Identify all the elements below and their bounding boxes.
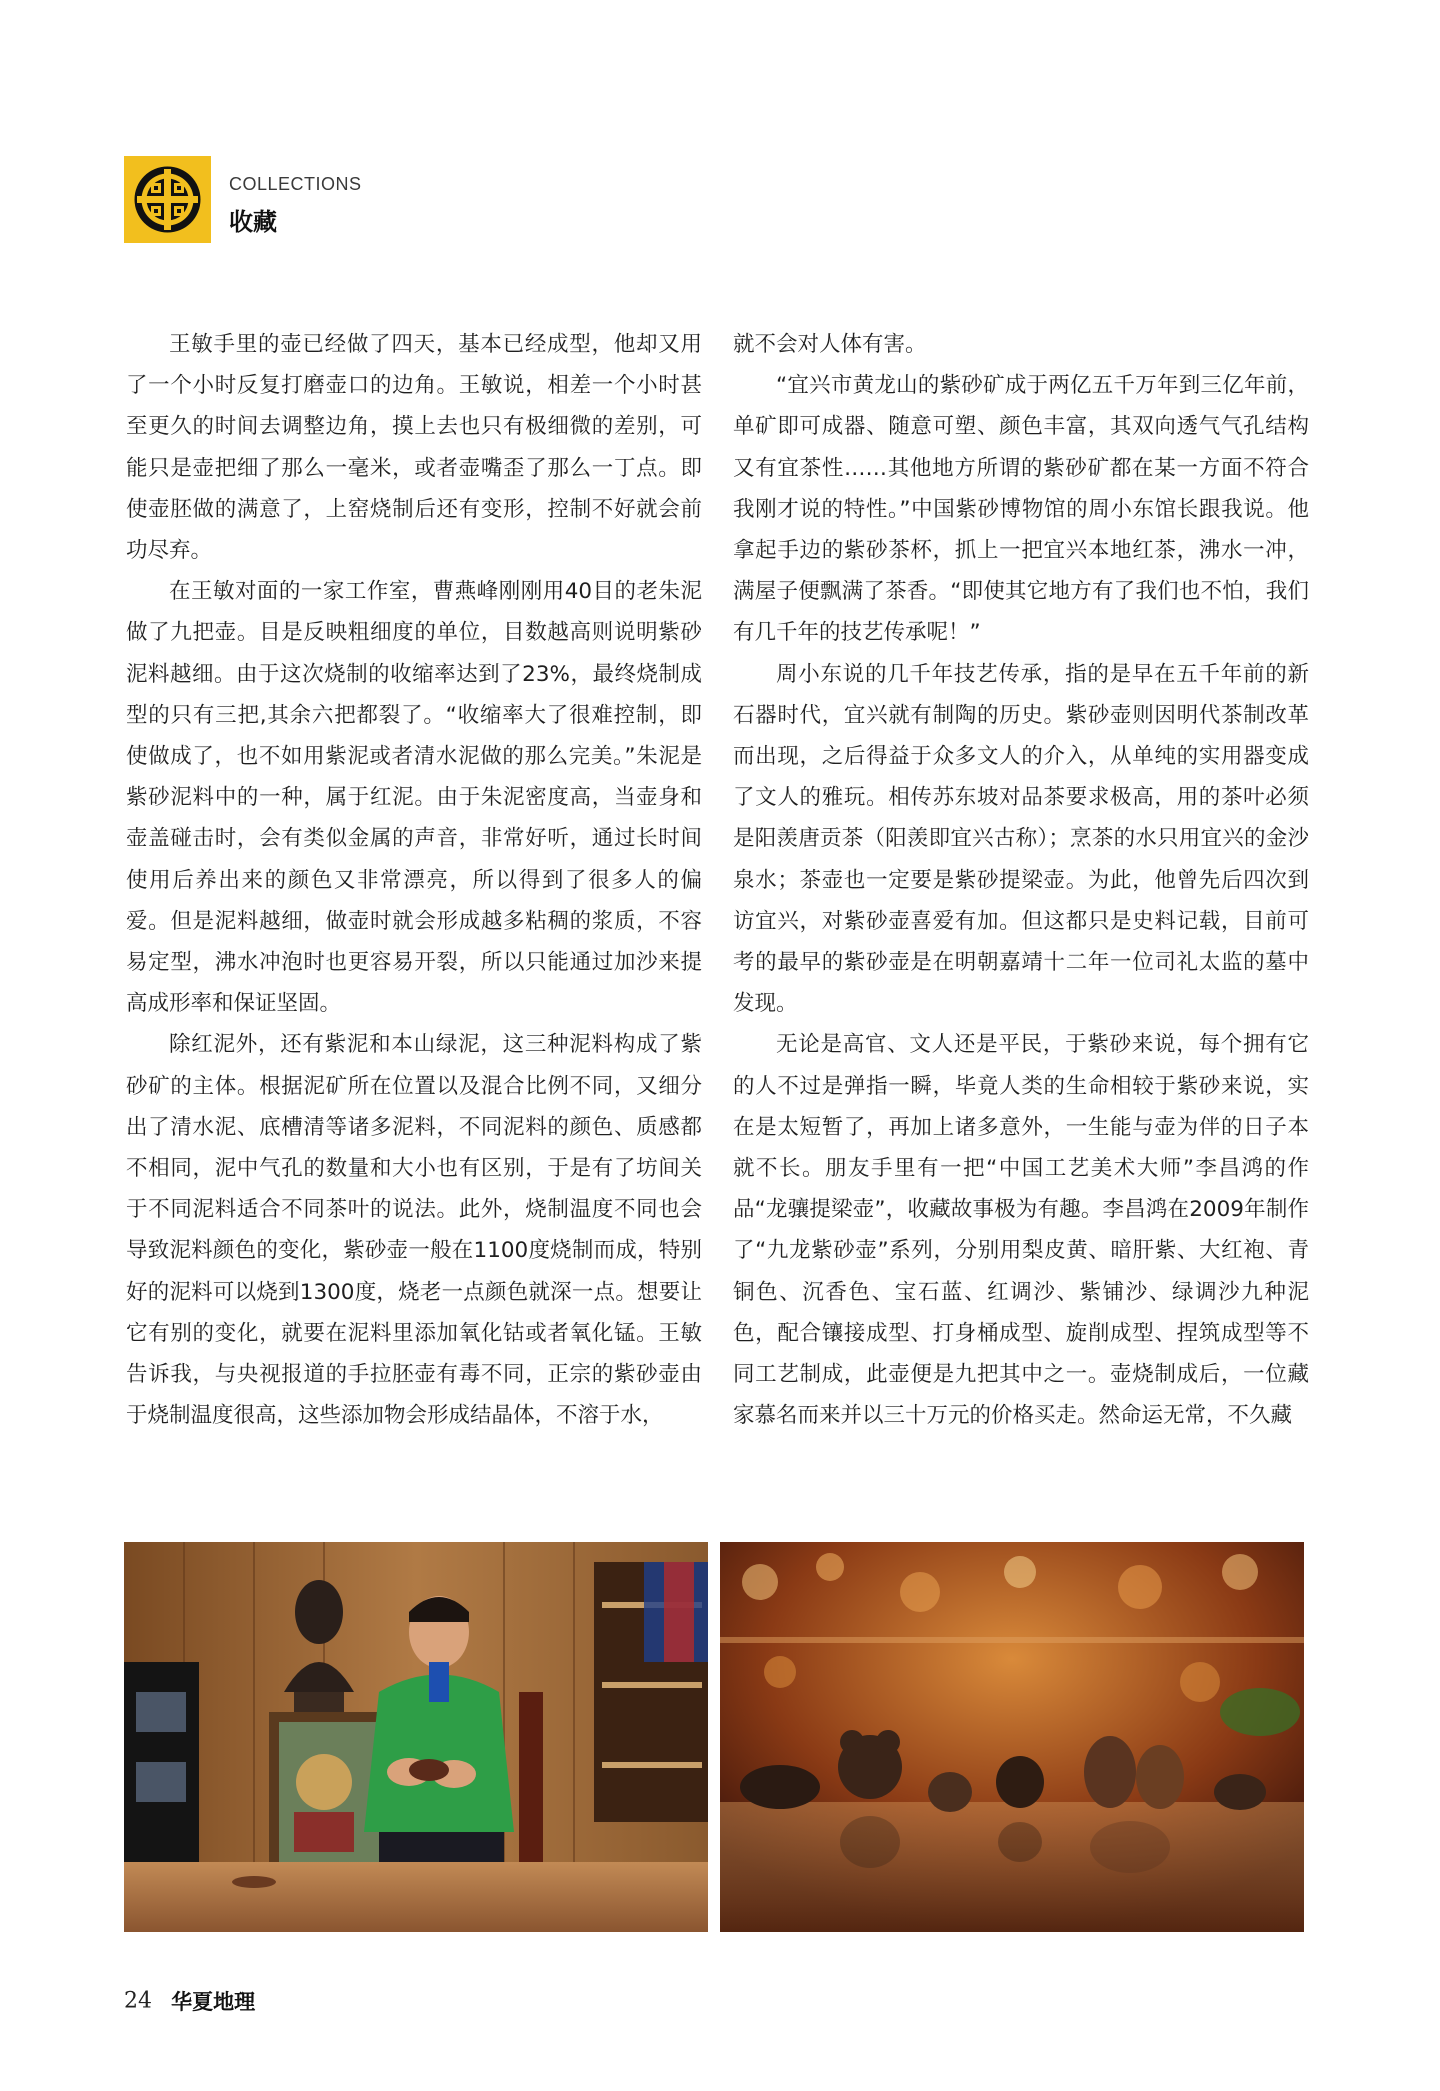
craftsman-workshop-photo — [124, 1542, 708, 1932]
paragraph: 在王敏对面的一家工作室，曹燕峰刚刚用40目的老朱泥做了九把壶。目是反映粗细度的单位，目数越高则说明紫砂泥料越细。由于这次烧制的收缩率达到了23%，最终烧制成型的只有三把,其余六把都裂了。“收缩率大了很难控制，即使做成了，也不如用紫泥或者清水泥做的那么完美。”朱泥是紫砂泥料中的一种，属于红泥。由于朱泥密度高，当壶身和壶盖碰击时，会有类似金属的声音，非常好听，通过长时间使用后养出来的颜色又非常漂亮，所以得到了很多人的偏爱。但是泥料越细，做壶时就会形成越多粘稠的浆质，不容易定型，沸水冲泡时也更容易开裂，所以只能通过加沙来提高成形率和保证坚固。 — [126, 579, 702, 1017]
paragraph: “宜兴市黄龙山的紫砂矿成于两亿五千万年到三亿年前，单矿即可成器、随意可塑、颜色丰富，其双向透气气孔结构又有宜茶性……其他地方所谓的紫砂矿都在某一方面不符合我刚才说的特性。”中国紫砂博物馆的周小东馆长跟我说。他拿起手边的紫砂茶杯，抓上一把宜兴本地红茶，沸水一冲，满屋子便飘满了茶香。“即使其它地方有了我们也不怕，我们有几千年的技艺传承呢！” — [733, 373, 1309, 646]
section-label-zh: 收藏 — [229, 208, 277, 236]
paragraph: 无论是高官、文人还是平民，于紫砂来说，每个拥有它的人不过是弹指一瞬，毕竟人类的生命相较于紫砂来说，实在是太短暂了，再加上诸多意外，一生能与壶为伴的日子本就不长。朋友手里有一把“中国工艺美术大师”李昌鸿的作品“龙骧提梁壶”，收藏故事极为有趣。李昌鸿在2009年制作了“九龙紫砂壶”系列，分别用梨皮黄、暗肝紫、大红袍、青铜色、沉香色、宝石蓝、红调沙、紫铺沙、绿调沙九种泥色，配合镶接成型、打身桶成型、旋削成型、捏筑成型等不同工艺制成，此壶便是九把其中之一。壶烧制成后，一位藏家慕名而来并以三十万元的价格买走。然命运无常，不久藏 — [733, 1032, 1309, 1429]
paragraph: 王敏手里的壶已经做了四天，基本已经成型，他却又用了一个小时反复打磨壶口的边角。王敏说，相差一个小时甚至更久的时间去调整边角，摸上去也只有极细微的差别，可能只是壶把细了那么一毫米，或者壶嘴歪了那么一丁点。即使壶胚做的满意了，上窑烧制后还有变形，控制不好就会前功尽弃。 — [126, 332, 702, 564]
paragraph: 除红泥外，还有紫泥和本山绿泥，这三种泥料构成了紫砂矿的主体。根据泥矿所在位置以及混合比例不同，又细分出了清水泥、底槽清等诸多泥料，不同泥料的颜色、质感都不相同，泥中气孔的数量和大小也有区别，于是有了坊间关于不同泥料适合不同茶叶的说法。此外，烧制温度不同也会导致泥料颜色的变化，紫砂壶一般在1100度烧制而成，特别好的泥料可以烧到1300度，烧老一点颜色就深一点。想要让它有别的变化，就要在泥料里添加氧化钴或者氧化锰。王敏告诉我，与央视报道的手拉胚壶有毒不同，正宗的紫砂壶由于烧制温度很高，这些添加物会形成结晶体，不溶于水， — [126, 1032, 702, 1429]
article-column-left — [126, 324, 702, 1436]
page-footer — [124, 1986, 255, 2016]
article-column-right — [733, 324, 1309, 1436]
paragraph: 周小东说的几千年技艺传承，指的是早在五千年前的新石器时代，宜兴就有制陶的历史。紫砂壶则因明代茶制改革而出现，之后得益于众多文人的介入，从单纯的实用器变成了文人的雅玩。相传苏东坡对品茶要求极高，用的茶叶必须是阳羡唐贡茶（阳羡即宜兴古称）；烹茶的水只用宜兴的金沙泉水；茶壶也一定要是紫砂提梁壶。为此，他曾先后四次到访宜兴，对紫砂壶喜爱有加。但这都只是史料记载，目前可考的最早的紫砂壶是在明朝嘉靖十二年一位司礼太监的墓中发现。 — [733, 661, 1309, 1017]
teapot-display-photo — [720, 1542, 1304, 1932]
magazine-name: 华夏地理 — [171, 1989, 256, 2014]
section-label-en: COLLECTIONS — [229, 174, 362, 194]
paragraph-continued: 就不会对人体有害。 — [733, 332, 927, 357]
collection-emblem-icon — [124, 156, 211, 243]
page-number: 24 — [124, 1988, 152, 2014]
